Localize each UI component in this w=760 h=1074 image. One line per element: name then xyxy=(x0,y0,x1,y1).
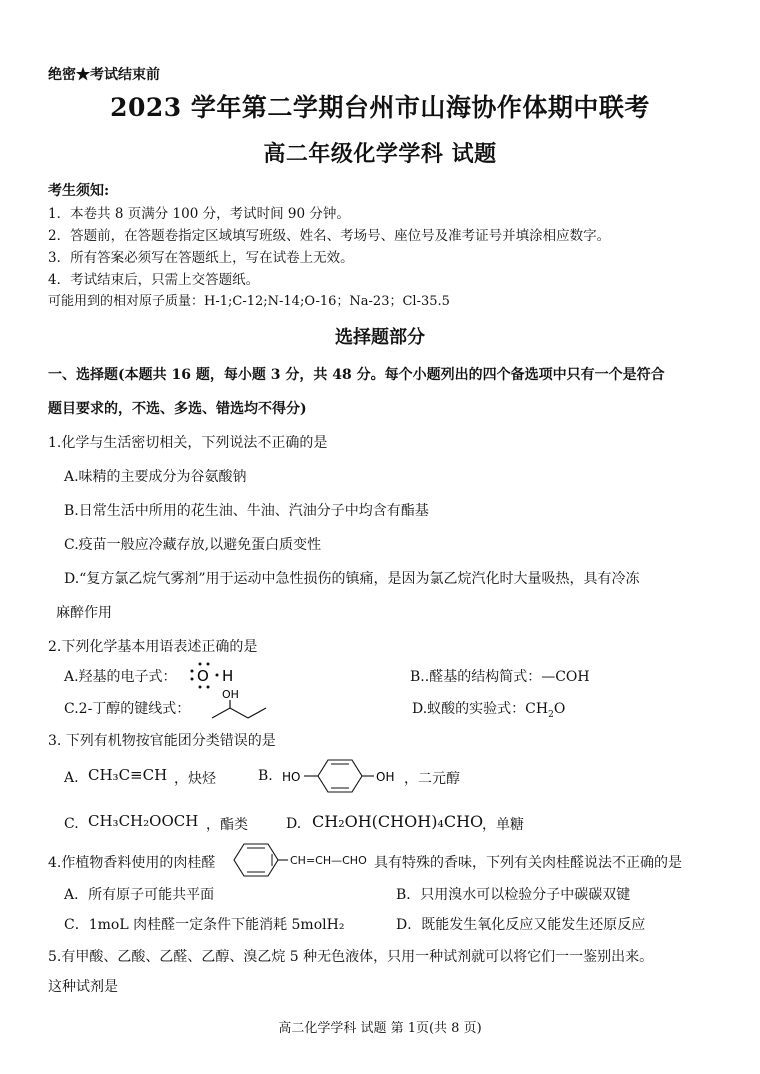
section-instructions-line2: 题目要求的，不选、多选、错选均不得分) xyxy=(48,401,307,417)
hydroxyl-electron-dot-figure xyxy=(186,660,246,690)
confidential-mark: 绝密★考试结束前 xyxy=(48,67,160,83)
cinnamaldehyde-chain: CH=CH—CHO xyxy=(290,854,367,867)
hydroquinone-structure xyxy=(282,756,412,796)
q4-option-d: D．既能发生氧化反应又能发生还原反应 xyxy=(396,917,646,933)
exam-subtitle: 高二年级化学学科 试题 xyxy=(263,141,497,167)
q3-option-c-label: C. xyxy=(64,816,79,832)
q2-option-d: D.蚁酸的实验式：$CH_2O$ xyxy=(412,701,566,720)
hydroquinone-oh-label: OH xyxy=(376,770,395,784)
q3-option-d-formula: CH₂OH(CHOH)₄CHO xyxy=(312,812,484,831)
q4-stem-suffix: 具有特殊的香味，下列有关肉桂醛说法不正确的是 xyxy=(374,855,682,871)
q1-option-d-line2: 麻醉作用 xyxy=(56,605,112,621)
benzene-ring-figure xyxy=(228,840,288,880)
q3-option-b-label: B. xyxy=(258,768,273,784)
q4-stem-prefix: 4.作植物香料使用的肉桂醛 xyxy=(48,855,216,871)
q3-option-c-class: ，酯类 xyxy=(206,817,248,833)
q2-option-c: C.2-丁醇的键线式： xyxy=(64,701,191,717)
q3-stem: 3. 下列有机物按官能团分类错误的是 xyxy=(48,733,276,749)
note-item: 3．所有答案必须写在答题纸上，写在试卷上无效。 xyxy=(48,250,354,266)
exam-title: 2023 学年第二学期台州市山海协作体期中联考 xyxy=(110,93,650,122)
q1-stem: 1.化学与生活密切相关，下列说法不正确的是 xyxy=(48,435,328,451)
page-footer: 高二化学学科 试题 第 1页(共 8 页) xyxy=(278,1021,482,1036)
q1-option-a: A.味精的主要成分为谷氨酸钠 xyxy=(64,469,247,485)
section-title: 选择题部分 xyxy=(335,327,425,348)
q3-option-a-label: A. xyxy=(64,770,79,786)
notes-heading: 考生须知: xyxy=(48,183,110,199)
q4-option-c: C．1moL 肉桂醛一定条件下能消耗 5molH₂ xyxy=(64,917,345,933)
electron-dot-oxygen: O xyxy=(197,667,209,685)
butanol-oh-label: OH xyxy=(222,688,239,701)
q5-stem-line2: 这种试剂是 xyxy=(48,979,118,995)
q3-option-d-class: ，单糖 xyxy=(482,817,524,833)
q1-option-c: C.疫苗一般应冷藏存放,以避免蛋白质变性 xyxy=(64,537,322,553)
hydroquinone-ho-label: HO xyxy=(282,770,301,784)
electron-dot-hydrogen: H xyxy=(222,667,234,685)
atomic-masses: 可能用到的相对原子质量：H-1;C-12;N-14;O-16；Na-23；Cl-35.5 xyxy=(48,294,450,309)
q3-option-d-label: D. xyxy=(286,816,302,832)
q1-option-d-line1: D.“复方氯乙烷气雾剂”用于运动中急性损伤的镇痛，是因为氯乙烷汽化时大量吸热，具有冷冻 xyxy=(64,571,640,587)
q3-option-c-formula: CH₃CH₂OOCH xyxy=(88,812,199,830)
section-instructions-line1: 一、选择题(本题共 16 题，每小题 3 分，共 48 分。每个小题列出的四个备选项中只有一个是符合 xyxy=(48,367,665,383)
q2-option-a: A.羟基的电子式： xyxy=(64,669,177,685)
butanol-skeletal-formula xyxy=(208,688,278,724)
q3-option-b-class: ，二元醇 xyxy=(404,771,460,787)
q2-option-b: B..醛基的结构简式：—COH xyxy=(410,669,590,685)
note-item: 4．考试结束后，只需上交答题纸。 xyxy=(48,272,260,288)
q4-option-b: B．只用溴水可以检验分子中碳碳双键 xyxy=(396,887,631,903)
q4-option-a: A．所有原子可能共平面 xyxy=(64,887,215,903)
q5-stem-line1: 5.有甲酸、乙酸、乙醛、乙醇、溴乙烷 5 种无色液体，只用一种试剂就可以将它们一一鉴别出来。 xyxy=(48,949,654,965)
note-item: 2．答题前，在答题卷指定区域填写班级、姓名、考场号、座位号及准考证号并填涂相应数字。 xyxy=(48,228,611,244)
q1-option-b: B.日常生活中所用的花生油、牛油、汽油分子中均含有酯基 xyxy=(64,503,429,519)
note-item: 1．本卷共 8 页满分 100 分，考试时间 90 分钟。 xyxy=(48,206,350,222)
q3-option-a-class: ，炔烃 xyxy=(174,771,216,787)
q3-option-a-formula: CH₃C≡CH xyxy=(88,766,168,784)
q2-stem: 2.下列化学基本用语表述正确的是 xyxy=(48,639,258,655)
